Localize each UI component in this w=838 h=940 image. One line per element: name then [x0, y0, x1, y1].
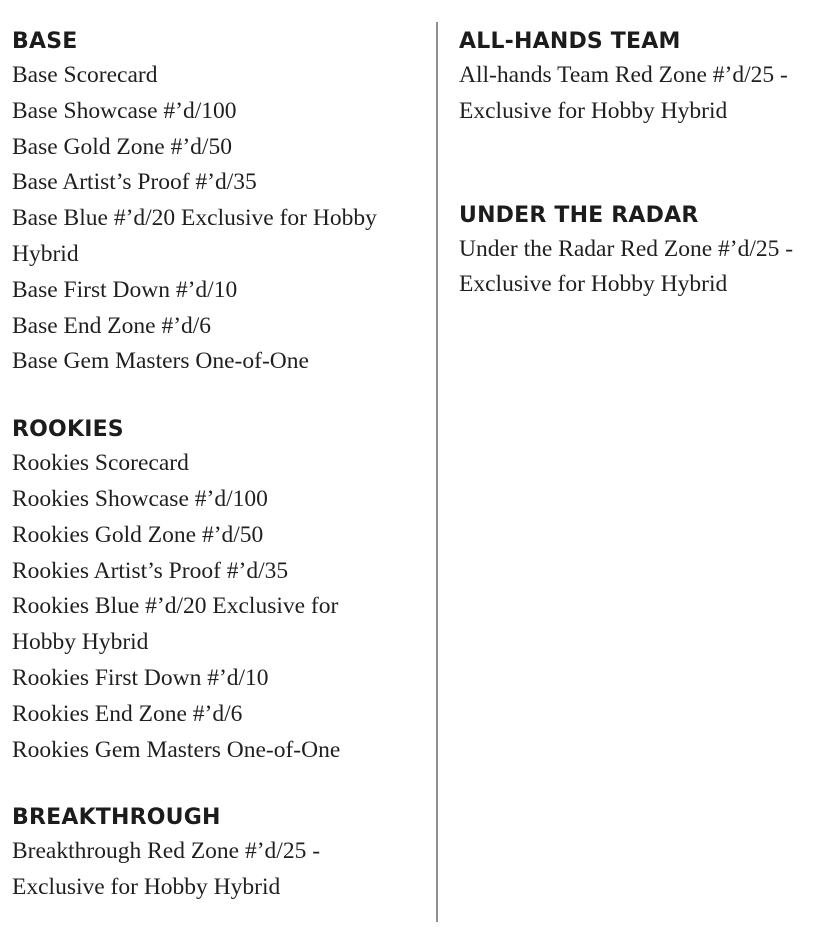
list-item: Rookies Gold Zone #’d/50 — [12, 521, 264, 548]
list-item: Base Scorecard — [12, 62, 158, 88]
section-rookies — [12, 414, 422, 768]
list-item: Hobby Hybrid — [12, 629, 149, 656]
list-item: Base Blue #’d/20 Exclusive for Hobby — [12, 205, 377, 232]
list-item: Base Gem Masters One-of-One — [12, 348, 309, 375]
section-heading: BREAKTHROUGH — [12, 805, 221, 831]
list-item: Rookies First Down #’d/10 — [12, 664, 269, 691]
list-item: Under the Radar Red Zone #’d/25 - — [459, 235, 794, 262]
section-all-hands-team — [459, 26, 831, 130]
column-divider — [436, 22, 438, 922]
section-heading: ALL-HANDS TEAM — [459, 29, 681, 54]
right-column — [459, 26, 831, 373]
list-item: Rookies Scorecard — [12, 450, 189, 477]
section-under-the-radar — [459, 200, 831, 304]
section-base — [12, 26, 422, 380]
list-item: Base Showcase #’d/100 — [12, 97, 237, 124]
list-item: Base Artist’s Proof #’d/35 — [12, 169, 257, 196]
list-item: Exclusive for Hobby Hybrid — [459, 271, 728, 298]
section-heading: ROOKIES — [12, 417, 124, 443]
list-item: Exclusive for Hobby Hybrid — [459, 97, 728, 124]
list-item: All-hands Team Red Zone #’d/25 - — [459, 62, 788, 88]
left-column — [12, 26, 422, 940]
section-heading: UNDER THE RADAR — [459, 202, 699, 228]
list-item: Exclusive for Hobby Hybrid — [12, 874, 281, 901]
list-item: Base End Zone #’d/6 — [12, 312, 212, 339]
list-item: Rookies Showcase #’d/100 — [12, 485, 268, 512]
list-item: Rookies Artist’s Proof #’d/35 — [12, 557, 289, 584]
list-item: Rookies Gem Masters One-of-One — [12, 736, 341, 763]
list-item: Hybrid — [12, 240, 79, 267]
list-item: Rookies End Zone #’d/6 — [12, 700, 243, 727]
list-item: Base Gold Zone #’d/50 — [12, 133, 232, 160]
list-item: Base First Down #’d/10 — [12, 276, 238, 303]
list-item: Rookies Blue #’d/20 Exclusive for — [12, 593, 339, 620]
section-heading: BASE — [12, 29, 78, 54]
section-breakthrough — [12, 802, 422, 906]
list-item: Breakthrough Red Zone #’d/25 - — [12, 838, 321, 865]
